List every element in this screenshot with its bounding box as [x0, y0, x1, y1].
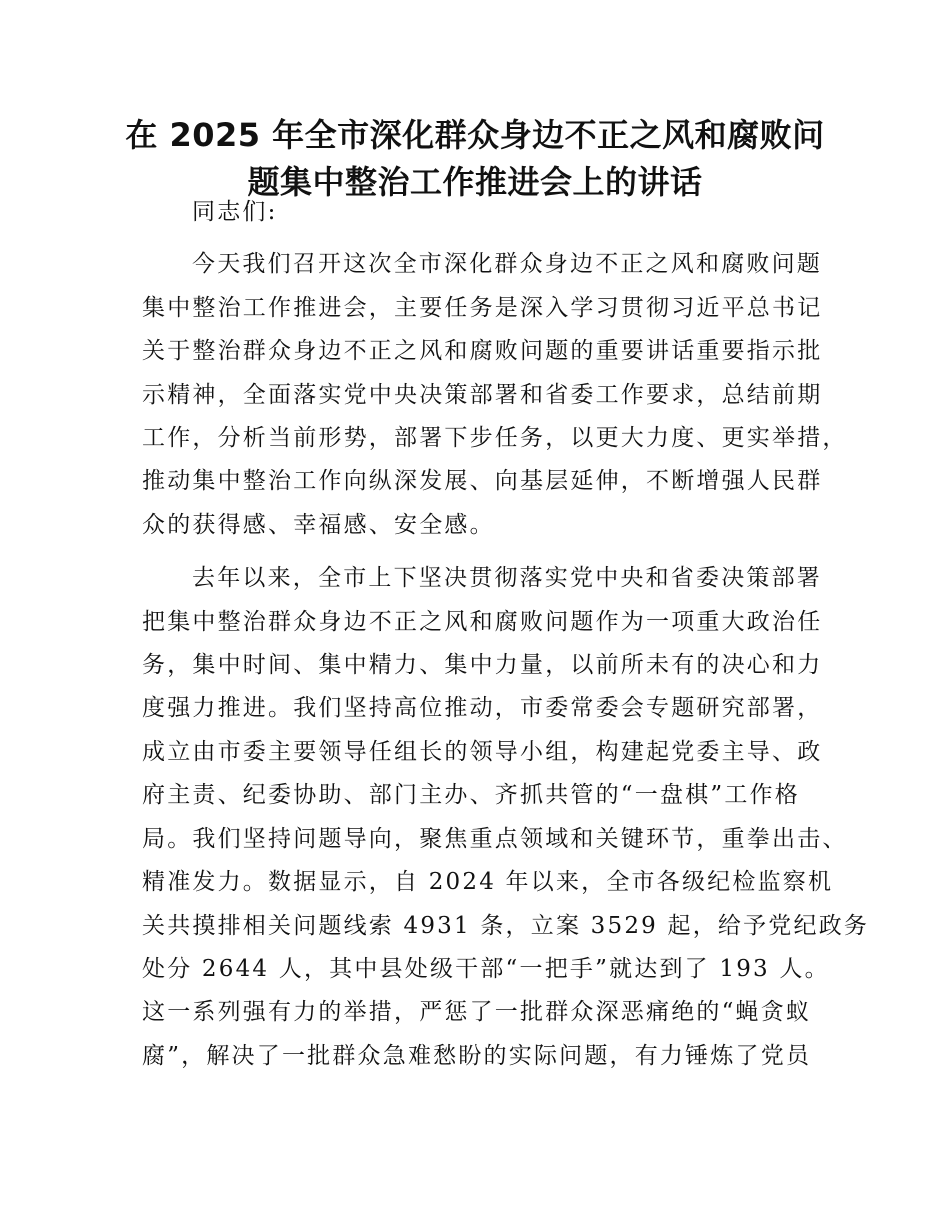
- paragraph-line: 关于整治群众身边不正之风和腐败问题的重要讲话重要指示批: [142, 338, 823, 365]
- paragraph-line: 去年以来，全市上下坚决贯彻落实党中央和省委决策部署: [192, 565, 822, 592]
- title-line-2: 题集中整治工作推进会上的讲话: [247, 163, 703, 201]
- paragraph-line: 示精神，全面落实党中央决策部署和省委工作要求，总结前期: [142, 381, 823, 408]
- paragraph-line: 推动集中整治工作向纵深发展、向基层延伸，不断增强人民群: [142, 468, 823, 495]
- paragraph-line: 务，集中时间、集中精力、集中力量，以前所未有的决心和力: [142, 652, 823, 679]
- paragraph-line: 关共摸排相关问题线索 4931 条，立案 3529 起，给予党纪政务: [142, 912, 870, 939]
- paragraph-line: 集中整治工作推进会，主要任务是深入学习贯彻习近平总书记: [142, 294, 823, 321]
- paragraph-line: 精准发力。数据显示，自 2024 年以来，全市各级纪检监察机: [142, 869, 834, 896]
- paragraph-1: [142, 243, 848, 547]
- title-line-1: 在 2025 年全市深化群众身边不正之风和腐败问: [125, 116, 825, 154]
- document-body: [142, 191, 870, 1088]
- paragraph-line: 府主责、纪委协助、部门主办、齐抓共管的“一盘棋”工作格: [142, 782, 800, 809]
- paragraph-line: 腐”，解决了一批群众急难愁盼的实际问题，有力锤炼了党员: [142, 1042, 812, 1069]
- paragraph-line: 成立由市委主要领导任组长的领导小组，构建起党委主导、政: [142, 738, 823, 765]
- paragraph-line: 工作，分析当前形势，部署下步任务，以更大力度、更实举措，: [142, 425, 848, 452]
- salutation: 同志们:: [192, 199, 278, 225]
- paragraph-2: [142, 557, 870, 1078]
- paragraph-line: 把集中整治群众身边不正之风和腐败问题作为一项重大政治任: [142, 608, 823, 635]
- paragraph-line: 处分 2644 人，其中县处级干部“一把手”就达到了 193 人。: [142, 955, 830, 982]
- paragraph-line: 这一系列强有力的举措，严惩了一批群众深恶痛绝的“蝇贪蚁: [142, 999, 812, 1026]
- paragraph-line: 众的获得感、幸福感、安全感。: [142, 511, 495, 538]
- paragraph-line: 度强力推进。我们坚持高位推动，市委常委会专题研究部署，: [142, 695, 823, 722]
- paragraph-line: 局。我们坚持问题导向，聚焦重点领域和关键环节，重拳出击、: [142, 825, 848, 852]
- paragraph-line: 今天我们召开这次全市深化群众身边不正之风和腐败问题: [192, 251, 822, 278]
